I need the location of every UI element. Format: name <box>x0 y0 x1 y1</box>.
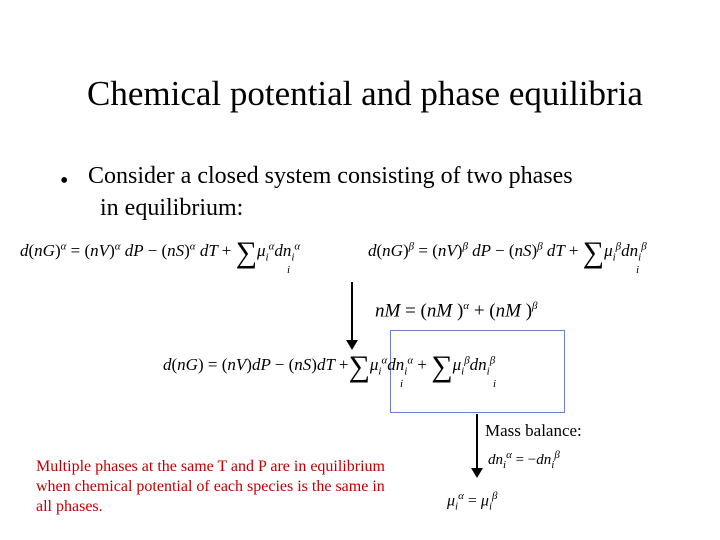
equation-phase-alpha: d(nG)$^\alpha$ = (nV)$^\alpha$ dP − (nS)$^\alpha$ dT + $\sum\mu_i^\alpha dn_i^\alpha$ <box>20 236 301 269</box>
bullet-text-line-1: Consider a closed system consisting of two phases <box>88 163 573 189</box>
equation-chemical-potential-equality: $\mu_i^\alpha = \mu_i^\beta$ <box>447 490 498 513</box>
bullet-dot: • <box>60 168 69 194</box>
equation-phase-beta: d(nG)$^\beta$ = (nV)$^\beta$ dP − (nS)$^\beta$ dT + $\sum\mu_i^\beta dn_i^\beta$ <box>368 236 647 269</box>
equilibrium-note: Multiple phases at the same T and P are in equilibrium when chemical potential of each species is the same in all phases. <box>36 458 385 515</box>
sum-index-beta: i <box>636 264 640 276</box>
arrow-down-head <box>346 340 358 350</box>
equation-mass-balance: $dn_i^\alpha = -dn_i^\beta$ <box>488 449 560 471</box>
bullet-text-line-2: in equilibrium: <box>100 195 244 221</box>
arrow-down-line-2 <box>476 414 478 472</box>
sum-index-combined-1: i <box>400 378 404 390</box>
mass-balance-label: Mass balance: <box>485 421 582 440</box>
slide-title: Chemical potential and phase equilibria <box>87 74 643 113</box>
arrow-down-line <box>351 282 353 344</box>
arrow-down-head-2 <box>471 468 483 478</box>
equation-total-property: nM = (nM )$^\alpha$ + (nM )$^\beta$ <box>375 300 538 322</box>
sum-index-combined-2: i <box>493 378 497 390</box>
sum-index-alpha: i <box>287 264 291 276</box>
equation-combined: $d(nG) = (nV)dP - (nS)dT +\sum\mu_i^\alpha dn_i^\alpha + \sum\mu_i^\beta dn_i^\beta$ <box>163 350 496 383</box>
